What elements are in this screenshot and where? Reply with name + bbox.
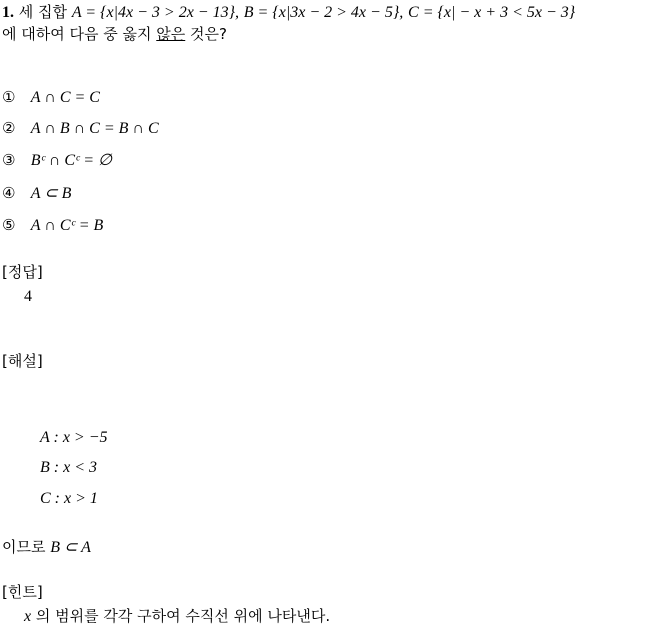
question-line-1: 1. 세 집합 A = {x|4x − 3 > 2x − 13}, B = {x|3x − 2 > 4x − 5}, C = {x| − x + 3 < 5x − 3} <box>2 3 576 21</box>
choice-2-expression: A ∩ B ∩ C = B ∩ C <box>30 120 159 137</box>
set-c-definition: C = {x| − x + 3 < 5x − 3} <box>408 4 576 21</box>
answer-heading: [정답] <box>2 263 43 281</box>
choice-4[interactable] <box>2 183 71 204</box>
question-underlined-word: 않은 <box>156 25 186 43</box>
question-line-2 <box>2 24 227 44</box>
choice-5-expression: A ∩ Cᶜ = B <box>30 217 104 234</box>
choice-5[interactable] <box>2 215 103 236</box>
explanation-conclusion <box>2 537 91 558</box>
question-stem-prefix: 세 집합 <box>18 3 68 21</box>
choice-4-mark: ④ <box>2 184 16 202</box>
explanation-line-a: A : x > −5 <box>40 429 108 446</box>
conclusion-expression: B ⊂ A <box>50 539 91 556</box>
choice-3-mark: ③ <box>2 151 16 169</box>
explanation-heading: [해설] <box>2 352 43 370</box>
choice-2[interactable] <box>2 118 159 139</box>
choice-1-mark: ① <box>2 88 16 106</box>
question-number: 1. <box>2 4 14 21</box>
choice-1[interactable] <box>2 87 100 108</box>
set-a-definition: A = {x|4x − 3 > 2x − 13} <box>71 4 235 21</box>
choice-3[interactable] <box>2 150 112 171</box>
hint-line <box>24 606 330 627</box>
hint-heading: [힌트] <box>2 583 43 601</box>
explanation-line-c: C : x > 1 <box>40 490 98 507</box>
explanation-line-b: B : x < 3 <box>40 459 97 476</box>
choice-2-mark: ② <box>2 119 16 137</box>
question-line2-prefix: 에 대하여 다음 중 옳지 <box>2 25 152 43</box>
choice-3-expression: Bᶜ ∩ Cᶜ = ∅ <box>30 152 112 169</box>
choice-1-expression: A ∩ C = C <box>30 89 100 106</box>
set-b-definition: B = {x|3x − 2 > 4x − 5} <box>243 4 400 21</box>
question-line2-suffix: 것은? <box>190 25 227 43</box>
choice-4-expression: A ⊂ B <box>30 185 72 202</box>
hint-variable: x <box>24 608 32 625</box>
answer-value: 4 <box>24 288 32 305</box>
hint-text: 의 범위를 각각 구하여 수직선 위에 나타낸다. <box>35 607 331 625</box>
choice-5-mark: ⑤ <box>2 216 16 234</box>
conclusion-prefix: 이므로 <box>2 538 46 556</box>
